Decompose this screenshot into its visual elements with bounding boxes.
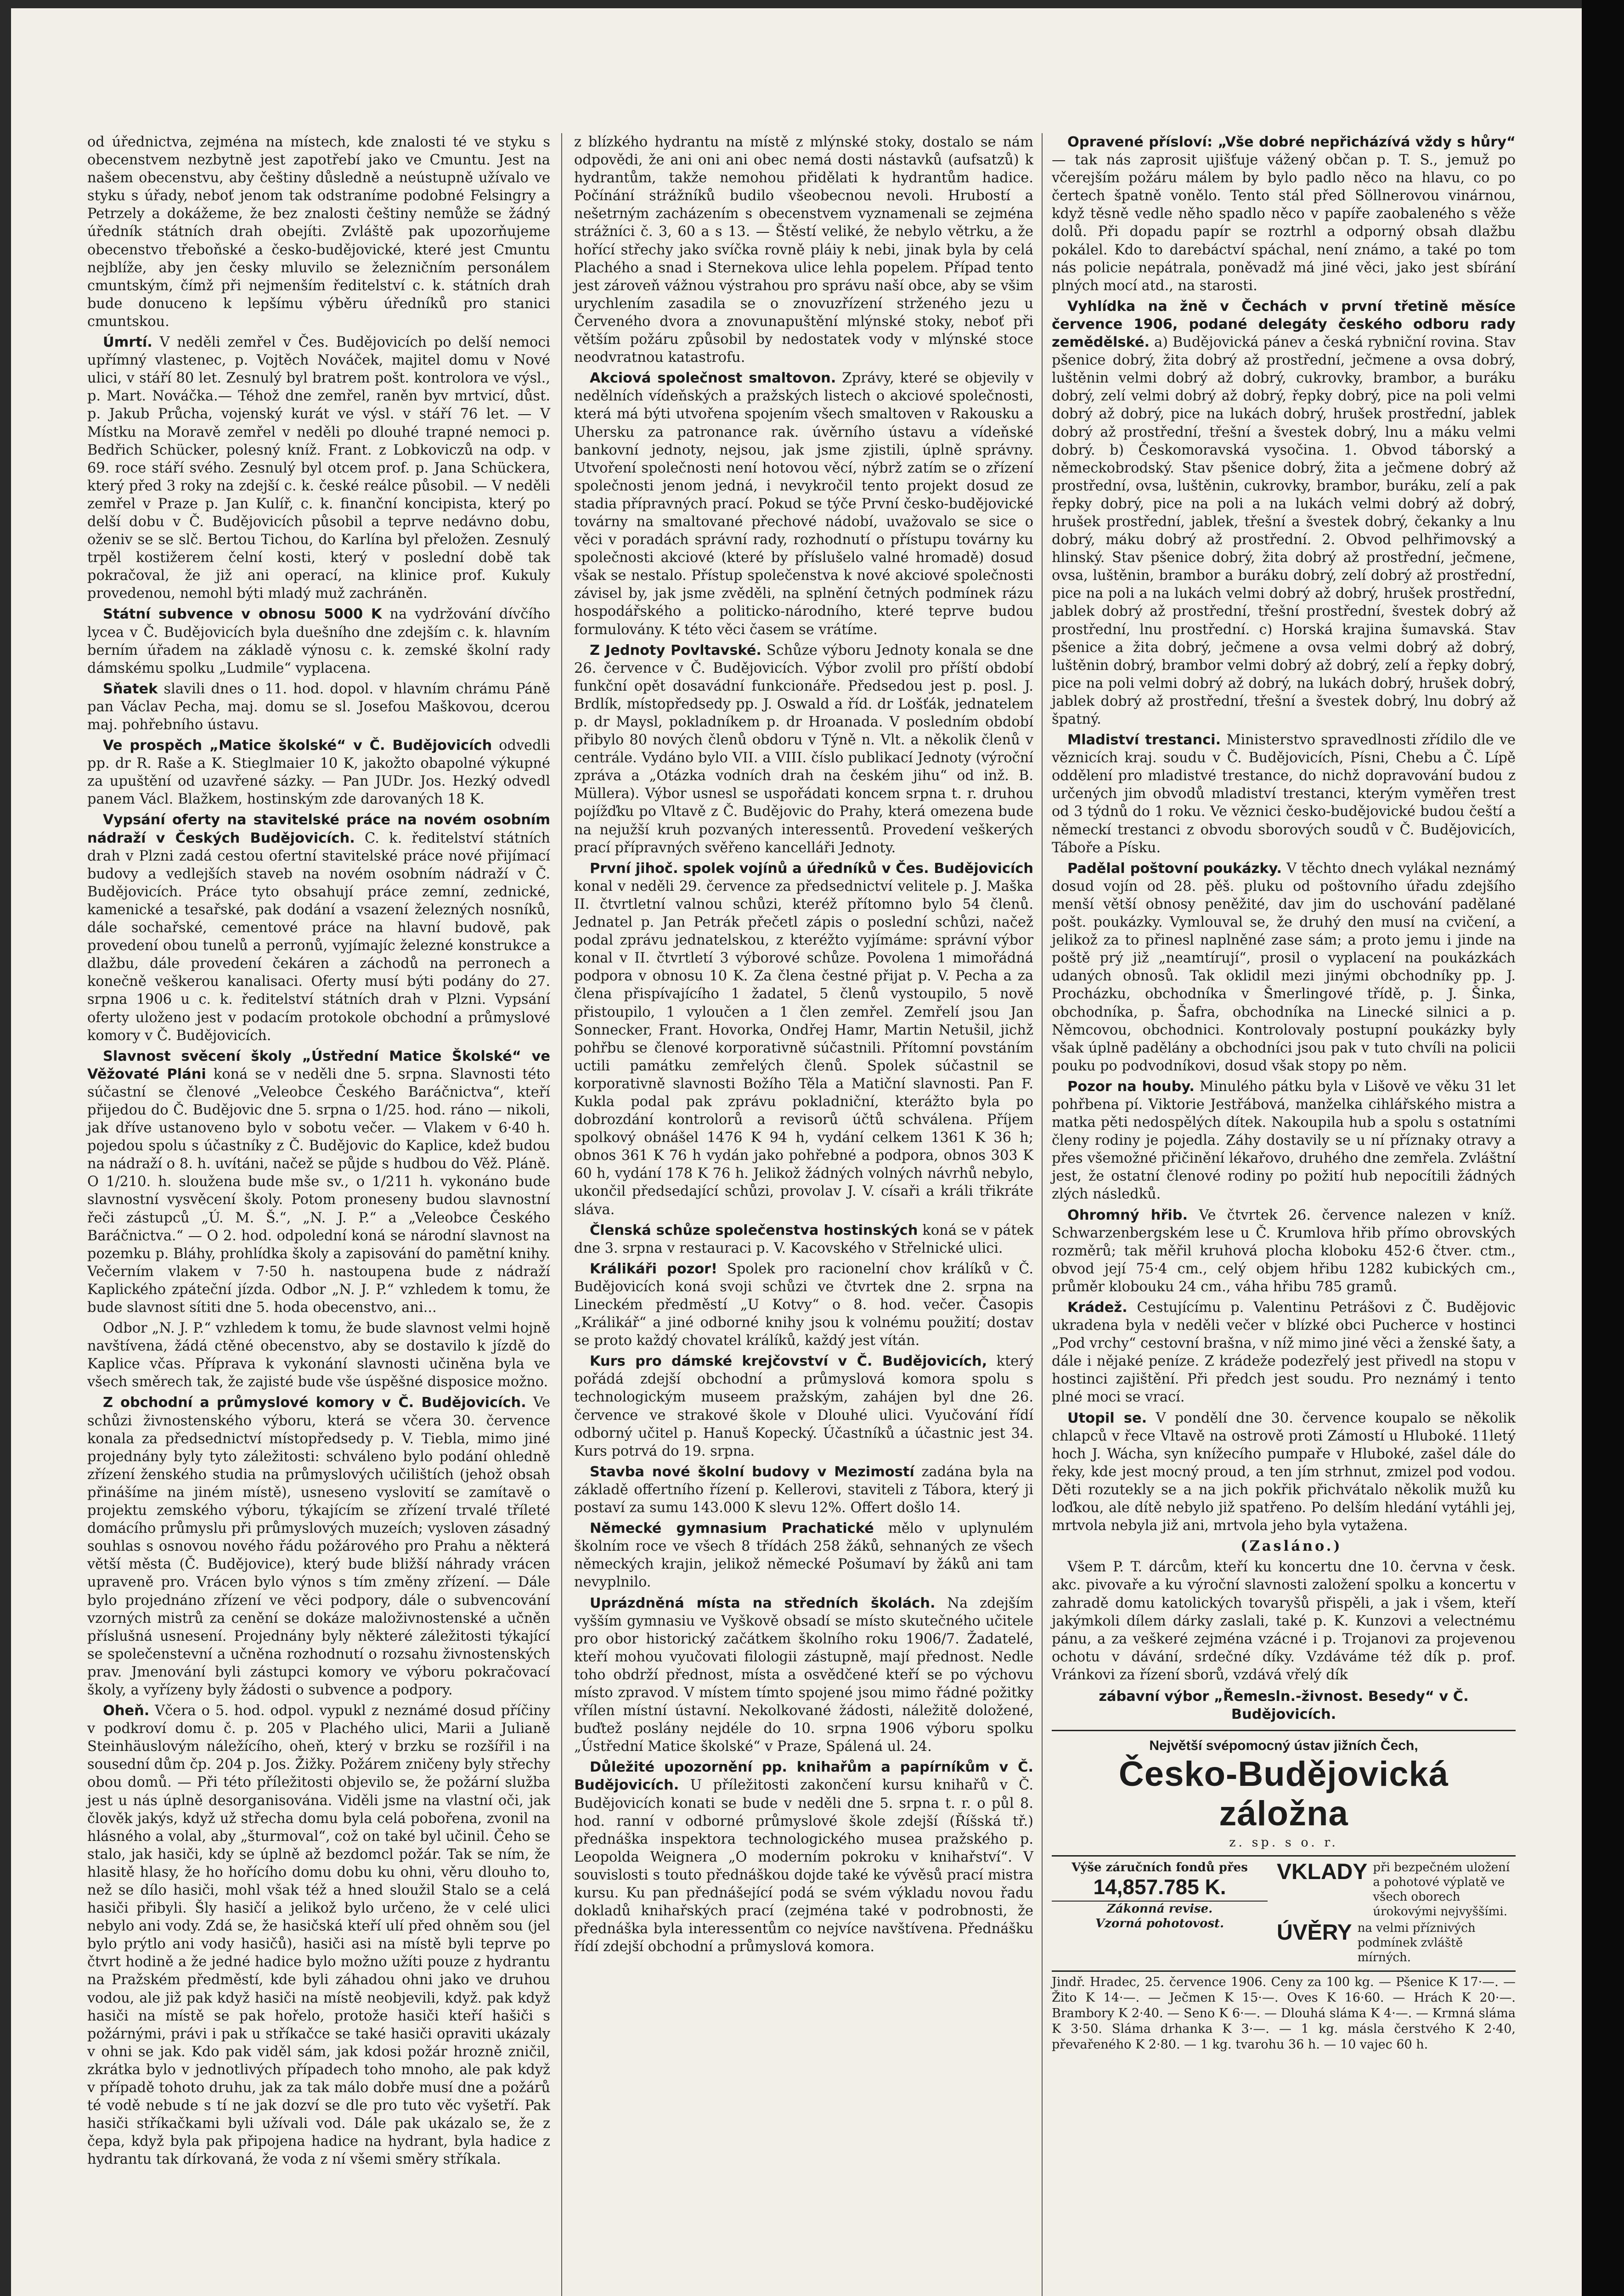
article-paragraph [87, 680, 550, 734]
article-text: z blízkého hydrantu na místě z mlýnské stoky, dostalo se nám odpovědi, že ani oni ani obec nemá dosti nástavků (aufsatzů) k hydrantům, takže nemohou přidělati k hydrantům hadice. Počínání strážníků budilo všeobecnou nevoli. Hrubostí a nešetrným zacházením s obecenstvem vyznamenali se zejména strážníci č. 3, 60 a s 13. — Štěstí veliké, že nebylo větrku, a že hořící střechy jako svíčka rovně pláiy k nebi, jinak byla by celá Plachého a snad i Sternekova ulice lehla popelem. Případ tento jest zároveň vážnou výstrahou pro správu naší obce, aby se všim urychlením zasadila se o znovuzřízení strženého jezu u Červeného dvora a znovunapuštění mlýnské stoky, neboť při větším požáru způsobil by nedostatek vody v mlýnské stoce neodvratnou katastrofu. [574, 134, 1033, 366]
article-headline: Ve prospěch „Matice školské“ v Č. Budějovicích [103, 737, 492, 754]
article-paragraph [574, 1594, 1033, 1756]
article-paragraph [1052, 1206, 1516, 1296]
article-text: Všem P. T. dárcům, kteří ku koncertu dne 10. června v česk. akc. pivovaře a ku výroční slavnosti založení spolku a koncertu v zahradě domu katolických tovaryšů přispěli, a jak i všem, kteří jakýmkoli dílem dárky zaslali, také p. K. Kunzovi a velectnému pánu, a za veškeré zejména vzácné i p. Trojanovi za projevenou ochotu v dávání, srdečné díky. Vzdáváme též dík p. prof. Vránkovi za řízení sborů, vzdává vřelý dík [1052, 1559, 1516, 1683]
ad-credit-label: ÚVĚRY [1277, 1920, 1352, 1945]
ad-deposits-label: VKLADY [1277, 1860, 1368, 1885]
article-text: V neděli zemřel v Čes. Budějovicích po delší nemoci upřímný vlastenec, p. Vojtěch Nováček, majitel domu v Nové ulici, v stáří 80 let. Zesnulý byl bratrem pošt. kontrolora ve výsl., p. Mart. Nováčka.— Téhož dne zemřel, raněn byv mrtvicí, důst. p. Jakub Průcha, vojenský kurát ve výsl. v stáří 76 let. — V Místku na Moravě zemřel v neděli po dlouhé trapné nemoci p. Bedřich Schücker, polesný kníž. Frant. z Lobkoviczů na odp. v 69. roce stáří svého. Zesnulý byl otcem prof. p. Jana Schückera, který před 3 roky na zdejší c. k. české reálce působil. — V neděli zemřel v Praze p. Jan Kulíř, c. k. finanční koncipista, který po delší dobu v Č. Budějovicích působil a teprve nedávno dobu, oženiv se se slč. Bertou Tichou, do Karlína byl přeložen. Zesnulý trpěl kostižerem čelní kosti, který v poslední době tak pokračoval, že již ani operací, na klinice prof. Kukuly provedenou, nemohl býti mladý muž zachráněn. [87, 334, 550, 602]
article-text: Ministerstvo spravedlnosti zřídilo dle ve věznicích kraj. soudu v Č. Budějovicích, Písni, Chebu a Č. Lípě oddělení pro mladistvé trestance, do nichž dopravování budou z určených jim obvodů mladiství trestanci, kterým vyměřen trest od 3 týdnů do 1 roku. Ve věznici česko-budějovické budou čeští a německí trestanci z obvodu sborových soudů v Č. Budějovicích, Táboře a Písku. [1052, 732, 1516, 856]
article-text: slavili dnes o 11. hod. dopol. v hlavním chrámu Páně pan Václav Pecha, maj. domu se sl. Josefou Maškovou, dcerou maj. pohřebního ústavu. [87, 681, 550, 733]
article-paragraph [1052, 298, 1516, 728]
article-paragraph [1052, 1299, 1516, 1407]
article-text: odvedli pp. dr R. Raše a K. Stieglmaier 10 K, jakožto obapolné výkupné za upuštění od uzavřené sázky. — Pan JUDr. Jos. Hezký odvedl panem Václ. Blažkem, hostinským zde darovaných 18 K. [87, 737, 551, 808]
article-paragraph [574, 1221, 1033, 1257]
article-headline: Pozor na houby. [1067, 1078, 1195, 1095]
article-text: konal v neděli 29. července za předsednictví velitele p. J. Maška II. čtvrtletní valnou schůzi, kteréž přítomno bylo 54 členů. Jednatel p. Jan Petrák přečetl zápis o poslední schůzi, načež podal zprávu jednatelskou, z kteréžto vyjímáme: správní výbor konal v II. čtvrtletí 3 výborové schůze. Povolena 1 mimořádná podpora v obnosu 10 K. Za člena čestné přijat p. V. Pecha a za člena přispívajícího 1 žadatel, 5 členů vystoupilo, 5 nově přistoupilo, 1 vyloučen a 1 člen zemřel. Zemřelí jsou Jan Sonnecker, Frant. Hovorka, Ondřej Hamr, Martin Netušil, jichž pohřbu se členové korporativně súčastnili. Přítomní povstáním uctili památku zemřelých členů. Spolek súčastnil se korporativně slavnosti Božího Těla a Matiční slavnosti. Pan F. Kukla podal pak zprávu pokladniční, kterážto byla po dobrozdání kontrolorů a revisorů účtů schválena. Příjem spolkový obnášel 1476 K 94 h, vydání celkem 1361 K 36 h; obnos 361 K 76 h vydán jako pohřebné a podpora, obnos 303 K 60 h, vydání 178 K 76 h. Jelikož žádných volných návrhů nebylo, ukončil předsedající schůzi, provolav J. V. císaři a králi třikráte sláva. [574, 878, 1033, 1218]
article-paragraph [87, 737, 550, 808]
article-paragraph [87, 333, 550, 602]
article-text: V pondělí dne 30. července koupalo se několik chlapců v řece Vltavě na ostrově proti Zámostí u Hluboké. 11letý hoch J. Wácha, syn knížecího pumpaře v Hluboké, zašel dále do řeky, kde jest mocný proud, a ten jím strhnut, zmizel pod vodou. Děti rozutekly se a na jich pokřik přichvátalo několik mužů ku loďkou, ale dítě nebylo již spatřeno. Po delším hledání vytáhli jej, mrtvola nebyla již ani, mrtvola jeho byla vytažena. [1052, 1410, 1516, 1534]
article-text: Ve čtvrtek 26. července nalezen v kníž. Schwarzenbergském lese u Č. Krumlova hřib přímo obrovských rozměrů; tak měřil kruhová plocha kloboku 452·6 čtver. ctm., obvod její 75·4 cm., celý objem hřibu 1282 kubických cm., průměr klobouku 24 cm., váha hřibu 785 gramů. [1052, 1207, 1516, 1295]
article-headline: Důležité upozornění pp. knihařům a papírníkům v Č. Budějovicích. [574, 1759, 1033, 1794]
article-text: V těchto dnech vylákal neznámý dosud vojín od 28. pěš. pluku od poštovního úřadu zdejšího menší větší obnosy peněžité, dav jim do uschování padělané pošt. poukázky. Vymlouval se, že druhý den musí na cvičení, a jelikož za to přinesl naplněné zase sám; a proto jemu i jinde na poště prý již „neamtírují“, prosil o vyplacení na poukázkách udaných obnosů. Tak oklidil mezi jinými obchodníky pp. J. Procházku, obchodníka v Šmerlingové třídě, p. J. Šinka, obchodníka, p. Šafra, obchodníka na Linecké silnici a p. Němcovou, obchodnici. Kontrolovaly postupní poukázky byly však úplně padělány a obchodníci jsou pak v tuto chvíli na policii pouku po podvodníkovi, dosud však stopy po něm. [1052, 860, 1516, 1074]
article-headline: Státní subvence v obnosu 5000 K [103, 606, 382, 623]
article-paragraph [574, 1463, 1033, 1517]
article-text: od úřednictva, zejména na místech, kde znalosti té ve styku s obecenstvem nezbytně jest zapotřebí jako ve Cmuntu. Jest na našem obecenstvu, aby češtiny důsledně a neústupně užívalo ve styku s úřady, neboť jenom tak odstraníme podobné Felsingry a Petrzely a dokážeme, že bez znalosti češtiny nemůže se žádný úředník státních drah obejíti. Zvláště pak upozorňujeme obecenstvo třeboňské a česko-budějovické, které jest Cmuntu nejblíže, aby jen česky mluvilo se železničním personálem cmuntským, čímž při nejmenším ředitelství c. k. státních drah bude donuceno k lepšímu výběru úředníků pro stanici cmuntskou. [87, 134, 550, 330]
article-text: C. k. ředitelství státních drah v Plzni zadá cestou ofertní stavitelské práce nové přijímací budovy a vedlejších staveb na novém osobním nádraží v Č. Budějovicích. Práce tyto obsahují práce zemní, zednické, kamenické a tesařské, pak dodání a vsazení železných nosníků, dále sochařské, cementové práce na hlavní budově, pak provedení obou tunelů a perronů, vyjímajíc železné konstrukce a dlažbu, dále provedení čekáren a záchodů na perronech a konečně veškerou kanalisaci. Oferty musí býti podány do 27. srpna 1906 u c. k. ředitelství státních drah v Plzni. Vypsání oferty uloženo jest v podacím protokole obchodní a průmyslové komory v Č. Budějovicích. [87, 830, 551, 1044]
article-headline: Německé gymnasium Prachatické [590, 1520, 874, 1537]
article-headline: Z Jednoty Povltavské. [590, 642, 761, 658]
article-headline: Utopil se. [1067, 1410, 1147, 1426]
article-paragraph [87, 1394, 550, 1699]
article-text: zadána byla na základě offertního řízení p. Kellerovi, staviteli z Tábora, který ji postaví za sumu 143.000 K slevu 12%. Offert došlo 14. [574, 1463, 1033, 1516]
article-paragraph [574, 1758, 1033, 1956]
article-paragraph [87, 605, 550, 677]
article-text: Zprávy, které se objevily v nedělních vídeňských a pražských listech o akciové společnosti, která má býti utvořena spojením všech smaltoven v Rakousku a Uhersku za patronance rak. úvěrního ústavu a vídeňské bankovní jednoty, nejsou, jak jsme zjistili, úplně správny. Utvoření společnosti není hotovou věcí, nýbrž zatím se o zřízení společnosti jenom jedná, i nevykročil tento projekt dosud ze stadia přípravných prací. Pokud se týče První česko-budějovické továrny na smaltované přechové nádobí, uvažovalo se sice o věci v poradách správní rady, rozhodnutí o přístupu továrny ku společnosti akciové (které by příslušelo valné hromadě) dosud však se nestalo. Přístup společenstva k nové akciové společnosti závisel by, jak jsme zvěděli, na splnění četných podmínek rázu hospodářského a politicko-národního, které teprve budou formulovány. K této věci časem se vrátíme. [574, 370, 1033, 638]
article-paragraph [1052, 731, 1516, 857]
article-text: který pořádá zdejší obchodní a průmyslová komora spolu s technologickým museem pražským, zahájen byl dne 26. července ve strakové škole v Dlouhé ulici. Vyučování řídí odborný učitel p. Hanuš Kopecký. Účastníků a účastnic jest 34. Kurs potrvá do 19. srpna. [574, 1353, 1033, 1459]
article-headline: Uprázdněná místa na středních školách. [590, 1595, 936, 1611]
article-text: Minulého pátku byla v Lišově ve věku 31 let pohřbena pí. Viktorie Jestřábová, manželka cihlářského mistra a matka pěti nedospělých dítek. Nakoupila hub a spolu s ostatními členy rodiny je pojedla. Záhy dostavily se u ní příznaky otravy a přes všemožné přičinění lékařovo, druhého dne zemřela. Zvláštní jest, že ostatní členové rodiny po požití hub nepocítili žádných zlých následků. [1052, 1078, 1516, 1203]
ad-services-block [1277, 1860, 1516, 1965]
article-text: Cestujícímu p. Valentinu Petrášovi z Č. Budějovic ukradena byla v neděli večer v blízké obci Pucherce v hostinci „Pod vrchy“ cestovní brašna, v níž mimo jiné věci a ženské šaty, a dále i nějaké peníze. Z krádeže podezřelý jest přivedl na stopu v hostinci zajištění. Při předch jest soudu. Pro neznámý i tento plné moci se vrací. [1052, 1300, 1516, 1406]
ad-fund-label: Výše záručních fondů přes [1071, 1861, 1248, 1875]
article-headline: Padělal poštovní poukázky. [1067, 860, 1282, 877]
column-divider [561, 133, 562, 2296]
ad-name: Česko-Budějovická záložna [1118, 1755, 1449, 1834]
ad-note-revision: Zákonná revise. [1052, 1901, 1268, 1916]
ad-fund-block [1052, 1860, 1268, 1931]
signature-line: zábavní výbor „Řemesln.-živnost. Besedy“ v Č. Budějovicích. [1099, 1688, 1469, 1723]
article-headline: Opravené přísloví: „Vše dobré nepřicházívá vždy s hůry“ [1067, 134, 1516, 150]
article-headline: Stavba nové školní budovy v Mezimostí [590, 1463, 914, 1480]
article-headline: Vyhlídka na žně v Čechách v první třetině měsíce července 1906, podané delegáty českého odboru rady zemědělské. [1052, 298, 1516, 351]
article-headline: Úmrtí. [103, 334, 152, 351]
column-right [1052, 133, 1516, 2053]
article-text: koná se v pátek dne 3. srpna v restauraci p. V. Kacovského v Střelnické ulici. [574, 1222, 1033, 1256]
article-text: mělo v uplynulém školním roce ve všech 8 třídách 258 žáků, sehnaných ze všech německých krajin, jelikož německé Pošumaví by žáků ani tam nevyplnilo. [574, 1520, 1033, 1591]
article-paragraph [1052, 1558, 1516, 1684]
article-paragraph [574, 642, 1033, 857]
article-paragraph [574, 369, 1033, 638]
article-text: koná se v neděli dne 5. srpna. Slavnosti této súčastní se členové „Veleobce Českého Baráčnictva“, kteří přijedou do Č. Budějovic dne 5. srpna o 1/25. hod. ráno — nikoli, jak dříve ustanoveno bylo v sobotu večer. — Vlakem v 6·40 h. pojedou spolu s účastníky z Č. Budějovic do Kaplice, kdež budou na nádraží o 8. h. uvítáni, načež se půjde s hudbou do Věž. Pláně. O 1/210. h. sloužena bude mše sv., o 1/211 h. vykonáno bude slavnostní vysvěcení školy. Potom proneseny budou slavnostní řeči zástupců „Ú. M. Š.“, „N. J. P.“ a „Veleobce Českého Baráčnictva.“ — O 2. hod. odpolední koná se národní slavnost na pozemku p. Bláhy, prohlídka školy a zapisování do pamětní knihy. Večerním vlakem v 7·50 h. nastoupena bude z nádraží Kaplického zpáteční jízda. Odbor „N. J. P.“ vzhledem k tomu, že bude slavnost sítiti dne 5. hoda obecenstvo, ani... [87, 1066, 551, 1316]
column-divider [1042, 133, 1043, 2296]
article-headline: Vypsání oferty na stavitelské práce na novém osobním nádraží v Českých Budějovicích. [87, 812, 550, 846]
article-text: Spolek pro racionelní chov králíků v Č. Budějovicích koná svoji schůzi ve čtvrtek dne 2. srpna na Lineckém předměstí „U Kotvy“ o 8. hod. večer. Časopis „Králikář“ a jiné odborné knihy jsou k volnému použití; dostav se proto každý chovatel králíků, každý jest vítán. [574, 1261, 1033, 1349]
article-text: Včera o 5. hod. odpol. vypukl z neznámé dosud příčiny v podkroví domu č. p. 205 v Plachého ulici, Marii a Julianě Steinhäuslovým náležícího, oheň, který v brzku se rozšířil i na sousední dům čp. 204 p. Jos. Žižky. Požárem zničeny byly střechy obou domů. — Při této příležitosti objevilo se, že požární služba jest u nás úplně desorganisována. Viděli jsme na vlastní oči, jak člověk jakýs, když už střecha domu byla celá pobořena, zvonil na hlásného a volal, aby „šturmoval“, což on také byl učinil. Čeho se stalo, jak hasiči, kdy se úplně až bezdomcl požár. Tak se ním, že hlasitě hlasy, že ho hořícího domu dobu ku ohni, věru dlouho to, než se dílo hasiči, mohl však též a hned sloužil Stalo se a celá hasiči přibyli. Šly hasičí a jelikož bylo určeno, že v celé ulici nebylo ani vody. Zdá se, že hasičská kteří ulí před ohněm sou (jel bylo prýtlo ani vody hasičů), hasiči asi na místě byli teprve po čtvrt hodině a že jedné hadice bylo možno užíti pouze z hydrantu na Pražském předměstí, kde byli záhadou ohni jako ve druhou vodou, ale již pak když hasiči na místě neobjevili, když. pak když hasiči na místě se pak hořelo, protože hasiči kteří hašiči s požárnými, právi i pak u stříkačce se také hasiči opraviti ukázaly v ohni se jak. Kdo pak viděl sám, jak kdosi požár hrozně zničil, zkrátka bylo v jednotlivých případech toho mnoho, ale pak když v případě tohoto druhu, jak za tak málo dobře musí dne a požárů té vodě nebude s tí ne jak dozví se dle pro tuto věc vyšetří. Pak hasiči stříkačkami byli užívali vod. Dále pak ukázalo se, že z čepa, když byla pak připojena hadice na hydrant, byla hadice z hydrantu tak dírkovaná, že voda z ní všemi směry stříkala. [87, 1703, 550, 2168]
article-text: — tak nás zaprosit ujišťuje vážený občan p. T. S., jemuž po včerejším požáru málem by bylo padlo něco na hlavu, co po čertech špatně vonělo. Tento stál před Söllnerovou vinárnou, když těsně vedle něho spadlo něco v papíře zaobaleného s věže dolů. Při dopadu papír se roztrhl a odporný obsah dlažbu pokálel. Kdo to darebáctví spáchal, není známo, a také po tom nás policie nepátrala, poněvadž má jiné věci, jako jest sbírání plných mocí atd., na starosti. [1052, 152, 1516, 294]
ad-title: Největší svépomocný ústav jižních Čech, [1149, 1738, 1418, 1754]
article-text: Na zdejším vyšším gymnasiu ve Vyškově obsadí se místo skutečného učitele pro obor historický začátkem školního roku 1906/7. Žadatelé, kteří mohou vyučovati filologii zástupně, mají přednost. Nedle toho obdrží přednost, místa a osvědčené kteří se po výchovu místo zpravod. V místem tímto spojené jsou mimo řádné požitky vřílen místní ústavní. Nekolkované žádosti, náležitě doložené, buďtež poslány nejdéle do 10. srpna 1906 výboru spolku „Ústřední Matice školské“ v Praze, Spálená ul. 24. [574, 1595, 1033, 1755]
article-headline: Akciová společnost smaltovon. [590, 370, 836, 387]
article-text: U příležitosti zakončení kursu knihařů v Č. Budějovicích konati se bude v neděli dne 5. srpna t. r. o půl 8. hod. ranní v odborné průmyslové škole zdejší (Říšská tř.) přednáška inspektora technologického musea pražského p. Leopolda Weignera „O moderním pokroku v knihařství“. V souvislosti s touto přednáškou dojde také ke vývěsů prací mistra kursu. Ku pan přednášející podá se svém výkladu novou řadu dokladů knihařských prací (zejména také v podrobnosti, že přednáška byla interessentům co nejvíce navštívena. Přednášku řídí zdejší obchodní a průmyslová komora. [574, 1777, 1033, 1955]
article-paragraph [1052, 133, 1516, 295]
market-prices: Jindř. Hradec, 25. července 1906. Ceny za 100 kg. — Pšenice K 17·—. — Žito K 14·—. — Ječmen K 15·—. Oves K 16·60. — Hrách K 20·—. Brambory K 2·40. — Seno K 6·—. — Dlouhá sláma K 4·—. — Krmná sláma K 3·50. Sláma drhanka K 3·—. — 1 kg. másla čerstvého K 2·40, převařeného K 2·80. — 1 kg. tvarohu 36 h. — 10 vajec 60 h. [1052, 1970, 1516, 2053]
article-paragraph [574, 1519, 1033, 1591]
ad-details [1052, 1860, 1516, 1965]
ad-deposits-text: při bezpečném uložení a pohotové výplatě ve všech oborech úrokovými nejvyššími. [1373, 1861, 1510, 1919]
article-headline: Ohromný hřib. [1067, 1207, 1188, 1223]
article-headline: Členská schůze společenstva hostinských [590, 1222, 918, 1238]
article-paragraph [87, 1319, 550, 1391]
article-paragraph [1052, 1409, 1516, 1535]
column-middle [574, 133, 1033, 1958]
article-text: Odbor „N. J. P.“ vzhledem k tomu, že bude slavnost velmi hojně navštívena, žádá ctěné obecenstvo, aby se dostavilo k jízdě do Kaplice včas. Příprava k vykonání slavnosti učiněna byla ve všech směrech tak, že zajisté bude vše úspěšné disposice možno. [87, 1320, 550, 1390]
article-headline: První jihoč. spolek vojínů a úředníků v Čes. Budějovicích [590, 860, 1033, 877]
article-paragraph [574, 1352, 1033, 1460]
advertisement-zalozna [1052, 1730, 1516, 1965]
ad-note-readiness: Vzorná pohotovost. [1095, 1917, 1224, 1931]
article-paragraph [574, 1260, 1033, 1350]
article-text: Ve schůzi živnostenského výboru, která se včera 30. července konala za předsednictví místopředsedy p. V. Tiebla, mimo jiné projednány byly tyto záležitosti: schváleno bylo podání ohledně zřízení ženského studia na průmyslových učilištích (jehož obsah přinášíme na jiném místě), usneseno vyslovití se zamítavě o projektu zemského výboru, týkajícím se zřízení trvalé tříleté domácího průmyslu při průmyslových muzeích; vysloven zásadný souhlas s osnovou nového řádu požárového pro Prahu a některá větší města (Č. Budějovice), který bude bližší náhrady vrácen upraveně pro. Vrácen bylo výnos s tím změny zřízení. — Dále bylo projednáno zřízení ve věci podpory, dále o subvencování vzorných mistrů za cenění se dokáze maloživnostenské a učněn příslušná usnesení. Projednány byly některé záležitosti týkající se společenstevní a učněna rozhodnutí o rozsahu živnostenských prav. Jmenování byli zástupci komory ve výboru pokračovací školy, a vyřízeny byly žádosti o subvence a podpory. [87, 1395, 551, 1698]
article-headline: Mladiství trestanci. [1067, 732, 1221, 748]
article-paragraph [1052, 860, 1516, 1075]
article-paragraph [87, 811, 550, 1044]
article-paragraph [87, 1702, 550, 2168]
article-paragraph [87, 1047, 550, 1317]
article-paragraph [574, 860, 1033, 1219]
ad-fund-amount: 14,857.785 K. [1093, 1875, 1226, 1899]
article-text: a) Budějovická pánev a česká rybniční rovina. Stav pšenice dobrý, žita dobrý až prostřední, ječmene a ovsa dobrý, luštěnin velmi dobrý až dobrý, cukrovky, brambor, a buráku dobrý, zelí velmi dobrý až dobrý, řepky dobrý, pice na poli velmi dobrý až dobrý, pice na lukách dobrý, hrušek prostřední, jablek dobrý až prostřední, třešní a švestek dobrý, lnu a máku velmi dobrý. b) Českomoravská vysočina. 1. Obvod táborský a německobrodský. Stav pšenice dobrý, žita a ječmene dobrý až prostřední, ovsa, luštěnin, cukrovky, brambor, buráku, zelí a pak řepky dobrý, pice na poli a na lukách velmi dobrý až dobrý, hrušek prostřední, jablek, třešní a švestek dobrý, čekanky a lnu dobrý, máku dobrý až prostřední. 2. Obvod pelhřimovský a hlinský. Stav pšenice dobrý, žita dobrý až prostřední, ječmene, ovsa, luštěnin, brambor a buráku dobrý, zelí dobrý až prostřední, pice na poli a na lukách velmi dobrý až dobrý, hrušek prostřední, jablek dobrý až prostřední, třešní prostřední, švestek dobrý až prostřední, lnu prostřední. c) Horská krajina šumavská. Stav pšenice a žita dobrý, ječmene a ovsa velmi dobrý až dobrý, luštěnin dobrý, brambor velmi dobrý až dobrý, zelí a řepky dobrý, pice na poli velmi dobrý až dobrý, na lukách dobrý, hrušek dobrý, jablek dobrý až prostřední, třešní a švestek dobrý, lnu dobrý až špatný. [1052, 334, 1516, 727]
article-headline: Kurs pro dámské krejčovství v Č. Budějovicích, [590, 1353, 987, 1370]
ad-divider [1052, 1855, 1516, 1857]
article-paragraph [574, 133, 1033, 366]
column-right-articles [1052, 133, 1516, 1723]
article-text: na vydržování dívčího lycea v Č. Budějovicích byla duešního dne zdejším c. k. hlavním berním úřadem na základě výnosu c. k. zemské školní rady dámskému spolku „Ludmile“ vyplacena. [87, 606, 550, 676]
article-text: Schůze výboru Jednoty konala se dne 26. července v Č. Budějovicích. Výbor zvolil pro příští období funkční opět dosavádní funkcionáře. Předsedou jest p. posl. J. Brdlík, místopředsedy pp. J. Oswald a říd. dr Lošťák, jednatelem p. dr Maysl, pokladníkem p. dr Hroanada. V posledním období přibylo 80 nových členů obdoru v Týně n. Vlt. a několik členů v centrále. Vydáno bylo VII. a VIII. číslo publikací Jednoty (výroční zpráva a „Otázka vodních drah na českém jihu“ od inž. B. Müllera). Výbor usnesl se uspořádati koncem srpna t. r. druhou pojížďku po Vltavě z Č. Budějovic do Prahy, která omezena bude na nejužší kruh pozvaných interessentů. Provedení veškerých prací přípravných svěřeno kancelláři Jednoty. [574, 642, 1033, 856]
article-headline: Krádež. [1067, 1300, 1128, 1316]
column-left [87, 133, 550, 2172]
ad-legal-form: z. sp. s o. r. [1229, 1835, 1338, 1850]
article-paragraph [1052, 1078, 1516, 1204]
ad-credit-text: na velmi příznivých podmínek zvláště mírných. [1357, 1921, 1476, 1965]
article-headline: Králikáři pozor! [590, 1261, 717, 1277]
scan-edge [1582, 0, 1624, 2296]
article-headline: Slavnost svěcení školy „Ústřední Matice Školské“ ve Věžovaté Pláni [87, 1048, 550, 1082]
article-headline: Sňatek [103, 681, 158, 697]
article-headline: Z obchodní a průmyslové komory v Č. Budějovicích. [103, 1395, 526, 1411]
article-paragraph [87, 133, 550, 331]
article-headline: Oheň. [103, 1703, 150, 1719]
section-heading-zaslano: (Zasláno.) [1241, 1538, 1342, 1555]
